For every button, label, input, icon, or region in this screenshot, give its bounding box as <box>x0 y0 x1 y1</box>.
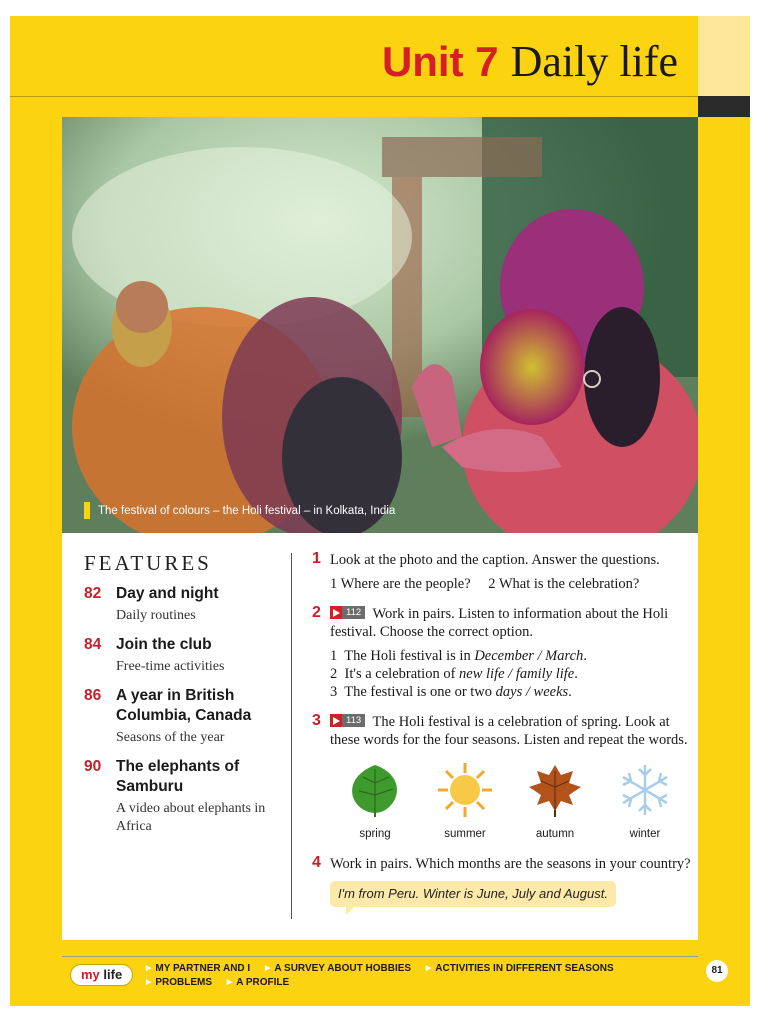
season-label: winter <box>629 828 661 840</box>
activity-1-questions <box>312 575 692 593</box>
question-1: 1 Where are the people? <box>330 576 471 592</box>
page-number: 81 <box>706 960 728 982</box>
feature-item[interactable] <box>84 635 284 676</box>
footer-link[interactable]: ▶ PROBLEMS <box>146 976 212 990</box>
question-2: 2 What is the celebration? <box>488 576 640 592</box>
feature-item[interactable] <box>84 757 284 836</box>
seasons-row <box>330 759 692 843</box>
my-life-badge <box>70 964 133 986</box>
activity-1 <box>312 551 692 569</box>
season-spring <box>330 759 420 843</box>
caption-marker <box>84 502 90 519</box>
activity-2 <box>312 605 692 641</box>
page-tab-marker <box>698 96 750 117</box>
autumn-leaf-icon <box>525 759 585 821</box>
feature-page: 90 <box>84 758 102 775</box>
feature-title: A year in British Columbia, Canada <box>116 687 252 724</box>
activity-number: 1 <box>312 550 321 567</box>
season-winter <box>600 759 690 843</box>
feature-page: 82 <box>84 585 102 602</box>
page-tab <box>698 16 750 96</box>
green-leaf-icon <box>345 759 405 821</box>
option-choice[interactable]: new life / family life <box>459 666 575 682</box>
activity-text: Work in pairs. Which months are the seasons in your country? <box>330 856 691 872</box>
holi-festival-photo <box>62 117 698 533</box>
activities-column <box>312 551 692 907</box>
content-panel <box>62 533 698 940</box>
option-end: . <box>574 666 578 682</box>
option-line <box>312 683 692 701</box>
feature-item[interactable] <box>84 686 284 747</box>
feature-title: Day and night <box>116 585 219 602</box>
activity-3 <box>312 713 692 749</box>
feature-subtitle: Free-time activities <box>116 659 225 674</box>
snowflake-icon <box>615 759 675 821</box>
header-rule <box>10 96 698 97</box>
option-choice[interactable]: December / March <box>474 648 584 664</box>
sun-icon <box>435 759 495 821</box>
option-line <box>312 647 692 665</box>
feature-page: 86 <box>84 687 102 704</box>
option-text: It's a celebration of <box>344 666 460 682</box>
option-text: The festival is one or two <box>344 684 496 700</box>
play-icon <box>330 714 342 727</box>
photo-illustration <box>62 117 698 533</box>
unit-title <box>381 37 678 86</box>
season-label: autumn <box>535 828 575 840</box>
footer-link[interactable]: ▶ MY PARTNER AND I <box>146 962 250 976</box>
option-text: The Holi festival is in <box>344 648 475 664</box>
example-speech-bubble: I'm from Peru. Winter is June, July and August. <box>330 881 616 907</box>
option-end: . <box>583 648 587 664</box>
season-autumn <box>510 759 600 843</box>
activity-text: The Holi festival is a celebration of spring. Look at these words for the four seasons. Listen and repeat the words. <box>330 714 688 748</box>
option-number: 2 <box>330 666 338 682</box>
footer-link[interactable]: ▶ ACTIVITIES IN DIFFERENT SEASONS <box>426 962 614 976</box>
feature-title: Join the club <box>116 636 212 653</box>
my-life-life: life <box>103 967 123 982</box>
activity-number: 4 <box>312 854 321 871</box>
feature-subtitle: Seasons of the year <box>116 730 225 745</box>
audio-track-number: 113 <box>342 714 365 727</box>
activity-4 <box>312 855 692 873</box>
season-label: summer <box>444 828 486 840</box>
photo-caption <box>84 502 395 519</box>
footer-link[interactable]: ▶ A PROFILE <box>227 976 289 990</box>
unit-number: Unit 7 <box>381 38 499 85</box>
activity-text: Work in pairs. Listen to information about the Holi festival. Choose the correct option. <box>330 606 669 640</box>
audio-track-button[interactable] <box>330 714 365 727</box>
activity-number: 2 <box>312 604 321 621</box>
option-choice[interactable]: days / weeks <box>495 684 569 700</box>
feature-subtitle: A video about elephants in Africa <box>116 801 266 834</box>
feature-subtitle: Daily routines <box>116 608 196 623</box>
footer-rule <box>62 956 698 957</box>
option-end: . <box>568 684 572 700</box>
season-label: spring <box>359 828 391 840</box>
audio-track-button[interactable] <box>330 606 365 619</box>
option-line <box>312 665 692 683</box>
footer <box>62 940 698 1006</box>
activity-2-options <box>312 647 692 701</box>
unit-name: Daily life <box>510 37 678 86</box>
play-icon <box>330 606 342 619</box>
activity-number: 3 <box>312 712 321 729</box>
feature-title: The elephants of Samburu <box>116 758 240 795</box>
season-summer <box>420 759 510 843</box>
footer-link[interactable]: ▶ A SURVEY ABOUT HOBBIES <box>265 962 411 976</box>
option-number: 3 <box>330 684 338 700</box>
footer-links <box>146 962 686 990</box>
features-heading: FEATURES <box>84 551 212 575</box>
features-list <box>84 551 284 846</box>
feature-item[interactable] <box>84 584 284 625</box>
caption-text: The festival of colours – the Holi festival – in Kolkata, India <box>98 504 396 517</box>
feature-page: 84 <box>84 636 102 653</box>
activity-text: Look at the photo and the caption. Answer the questions. <box>330 552 660 568</box>
my-life-my: my <box>81 967 100 982</box>
option-number: 1 <box>330 648 338 664</box>
column-divider <box>291 553 292 919</box>
audio-track-number: 112 <box>342 606 365 619</box>
